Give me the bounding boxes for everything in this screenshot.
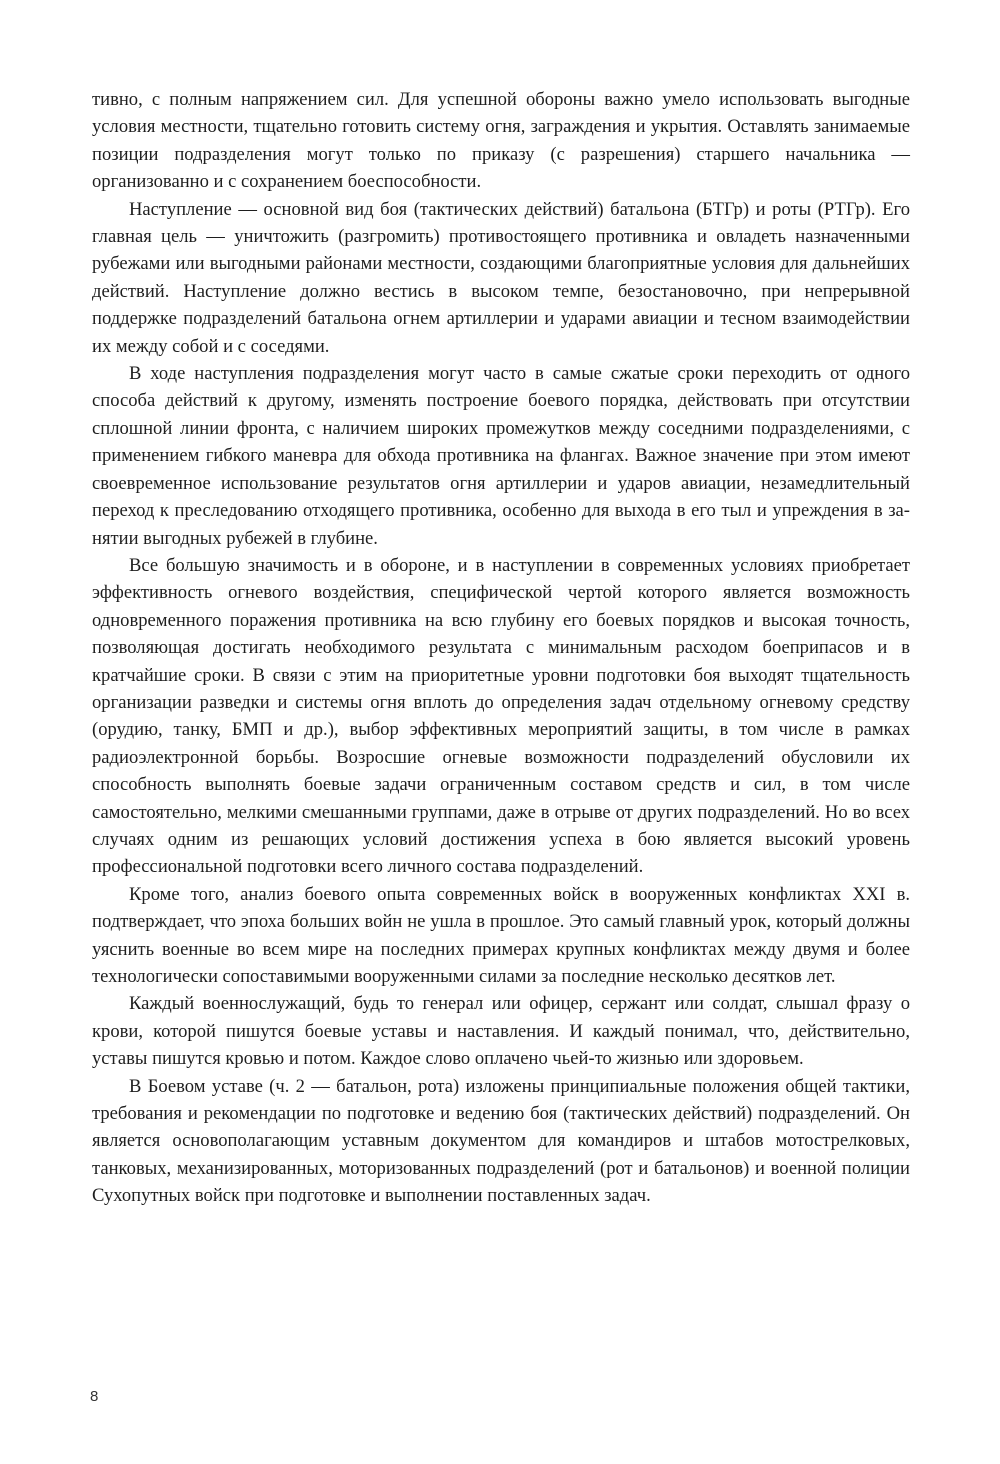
body-text [92,86,910,1210]
page-number: 8 [90,1388,99,1405]
paragraph-4: Все большую значимость и в обороне, и в наступлении в современных условиях приобретает эффективность огневого воздействия, специфической чертой которого является возможность одновременного поражения противника на всю глубину его боевых порядков и высокая точность, позволяющая достигать необходимого результата с минимальным расходом боеприпасов и в кратчайшие сроки. В связи с этим на приоритетные уровни подготовки боя выходят тщательность организации разведки и системы огня вплоть до определения задач отдельному огневому средству (орудию, танку, БМП и др.), выбор эффективных мероприятий защиты, в том числе в рамках радиоэлектронной борьбы. Возросшие огневые возможности подразделений обусловили их способность выполнять боевые задачи ограниченным составом средств и сил, в том числе самостоятельно, мелкими смешанными группами, даже в отрыве от других подразделений. Но во всех случаях одним из решающих условий достижения успеха в бою является высокий уровень профессиональной подготовки всего личного состава подразделений. [92,554,910,878]
paragraph-6: Каждый военнослужащий, будь то генерал или офицер, сержант или солдат, слышал фразу о крови, которой пишутся боевые уставы и наставления. И каждый понимал, что, действительно, уставы пишутся кровью и потом. Каждое слово оплачено чьей-то жизнью или здоровьем. [92,993,910,1070]
paragraph-3: В ходе наступления подразделения могут часто в самые сжатые сроки переходить от одного способа действий к другому, изменять построение боевого порядка, действовать при отсутствии сплошной линии фронта, с наличием широких промежутков между соседними подразделениями, с применением гибкого маневра для обхода противника на флангах. Важное значение при этом имеют своевременное использование результатов огня артиллерии и ударов авиации, незамедлительный переход к преследованию отходящего противника, особенно для выхода в его тыл и упреждения в занятии выгодных рубежей в глубине. [92,363,910,549]
paragraph-5: Кроме того, анализ боевого опыта современных войск в вооруженных конфликтах XXI в. подтверждает, что эпоха больших войн не ушла в прошлое. Это самый главный урок, который должны уяснить военные во всем мире на последних примерах крупных конфликтах между двумя и более технологически сопоставимыми вооруженными силами за последние несколько десятков лет. [92,883,910,987]
paragraph-2: Наступление — основной вид боя (тактических действий) батальона (БТГр) и роты (РТГр). Его главная цель — уничтожить (разгромить) противостоящего противника и овладеть назначенными рубежами или выгодными районами местности, создающими благоприятные условия для дальнейших действий. Наступление должно вестись в высоком темпе, безостановочно, при непрерывной поддержке подразделений батальона огнем артиллерии и ударами авиации и тесном взаимодействии их между собой и с соседями. [92,198,910,357]
paragraph-7: В Боевом уставе (ч. 2 — батальон, рота) изложены принципиальные положения общей тактики, требования и рекомендации по подготовке и ведению боя (тактических действий) подразделений. Он является основополагающим уставным документом для командиров и штабов мотострелковых, танковых, механизированных, моторизованных подразделений (рот и батальонов) и военной полиции Сухопутных войск при подготовке и выполнении поставленных задач. [92,1075,910,1207]
paragraph-1: тивно, с полным напряжением сил. Для успешной обороны важно умело использовать выгодные условия местности, тщательно готовить систему огня, заграждения и укрытия. Оставлять занимаемые позиции подразделения могут только по приказу (с разрешения) старшего начальника — организованно и с сохранением боеспособности. [92,89,910,193]
